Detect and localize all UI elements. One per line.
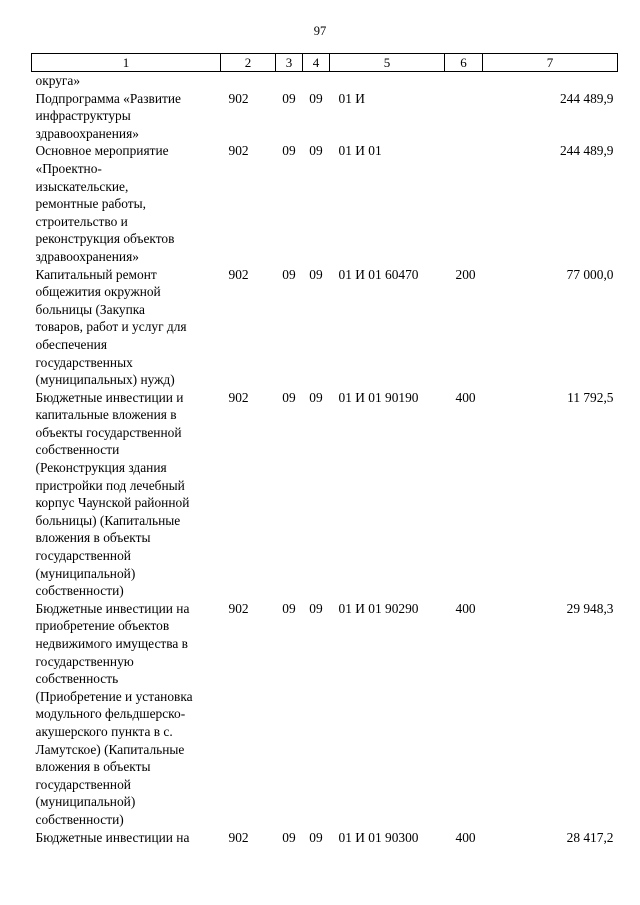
cell-grbs: 902 <box>228 829 249 845</box>
name-line: недвижимого имущества в <box>35 636 189 651</box>
cell-target-article: 01 И 01 90290 <box>338 600 419 616</box>
cell-section: 09 <box>282 600 296 616</box>
cell-amount: 77 000,0 <box>566 266 614 282</box>
name-line: Бюджетные инвестиции на <box>35 829 190 845</box>
cell-expense-type: 200 <box>455 266 476 282</box>
cell-grbs: 902 <box>228 600 249 616</box>
name-line: ремонтные работы, <box>35 196 146 212</box>
name-line: (муниципальных) нужд) <box>35 372 175 388</box>
name-line: инфраструктуры <box>35 108 131 124</box>
cell-amount: 11 792,5 <box>567 389 614 405</box>
cell-target-article: 01 И <box>338 90 365 106</box>
cell-expense-type <box>445 90 483 143</box>
cell-target-article: 01 И 01 90300 <box>338 829 419 845</box>
column-header-4: 4 <box>303 54 330 72</box>
name-line: собственности) <box>35 583 124 599</box>
name-line: здравоохранения» <box>35 125 139 141</box>
name-line: Ламутское) (Капитальные <box>35 741 185 757</box>
name-line: государственных <box>35 354 133 370</box>
name-line: обеспечения <box>35 336 107 352</box>
table-row <box>32 829 618 847</box>
cell-subsection: 09 <box>309 389 323 405</box>
name-line: Подпрограмма «Развитие <box>35 90 181 106</box>
cell-amount: 28 417,2 <box>566 829 614 845</box>
column-header-3: 3 <box>276 54 303 72</box>
cell-section <box>276 72 303 90</box>
cell-expense-type <box>445 142 483 265</box>
name-line: Бюджетные инвестиции на <box>35 600 190 616</box>
cell-expense-type: 400 <box>455 829 476 845</box>
name-line: товаров, работ и услуг для <box>35 319 187 335</box>
cell-target-article: 01 И 01 60470 <box>338 266 419 282</box>
name-line: вложения в объекты <box>35 530 151 546</box>
cell-name <box>32 600 221 829</box>
cell-amount <box>483 72 618 90</box>
cell-amount: 244 489,9 <box>559 90 614 106</box>
name-line: (муниципальной) <box>35 794 136 810</box>
name-line: Основное мероприятие <box>35 143 169 159</box>
cell-grbs: 902 <box>228 389 249 405</box>
name-line: приобретение объектов <box>35 618 170 634</box>
name-line: (муниципальной) <box>35 565 136 581</box>
name-line: государственную <box>35 653 134 669</box>
cell-subsection: 09 <box>309 600 323 616</box>
cell-grbs <box>221 72 276 90</box>
name-line: собственности <box>35 442 120 458</box>
name-line: капитальные вложения в <box>35 407 177 423</box>
table-row <box>32 389 618 600</box>
cell-subsection: 09 <box>309 90 323 106</box>
cell-subsection: 09 <box>309 266 323 282</box>
cell-name <box>32 266 221 389</box>
cell-amount: 29 948,3 <box>566 600 614 616</box>
name-line: здравоохранения» <box>35 248 139 264</box>
cell-target-article: 01 И 01 <box>338 143 382 159</box>
cell-section: 09 <box>282 90 296 106</box>
name-line: корпус Чаунской районной <box>35 495 190 511</box>
table-body <box>32 72 618 847</box>
column-header-5: 5 <box>330 54 445 72</box>
cell-grbs: 902 <box>228 90 249 106</box>
name-line: общежития окружной <box>35 284 161 300</box>
cell-section: 09 <box>282 389 296 405</box>
cell-subsection: 09 <box>309 143 323 159</box>
cell-grbs: 902 <box>228 143 249 159</box>
cell-expense-type <box>445 72 483 90</box>
cell-section: 09 <box>282 143 296 159</box>
cell-name <box>32 90 221 143</box>
column-header-2: 2 <box>221 54 276 72</box>
cell-subsection: 09 <box>309 829 323 845</box>
cell-section: 09 <box>282 266 296 282</box>
table-row <box>32 600 618 829</box>
name-line: пристройки под лечебный <box>35 477 185 493</box>
name-line: округа» <box>35 73 81 88</box>
name-line: государственной <box>35 776 131 792</box>
name-line: (Приобретение и установка <box>35 688 193 704</box>
name-line: (Реконструкция здания <box>35 460 167 476</box>
cell-name <box>32 72 221 90</box>
name-line: реконструкция объектов <box>35 231 175 247</box>
cell-subsection <box>303 72 330 90</box>
cell-target-article <box>330 72 445 90</box>
cell-amount: 244 489,9 <box>559 143 614 159</box>
cell-name <box>32 829 221 847</box>
name-line: строительство и <box>35 213 128 229</box>
cell-expense-type: 400 <box>455 600 476 616</box>
name-line: модульного фельдшерско- <box>35 706 186 722</box>
budget-table <box>31 53 618 846</box>
page-number: 97 <box>313 24 327 38</box>
table-row <box>32 142 618 265</box>
table-header-row <box>32 54 618 72</box>
name-line: акушерского пункта в с. <box>35 723 173 739</box>
column-header-6: 6 <box>445 54 483 72</box>
cell-target-article: 01 И 01 90190 <box>338 389 419 405</box>
name-line: больницы (Закупка <box>35 301 145 317</box>
name-line: собственность <box>35 671 119 687</box>
name-line: собственности) <box>35 811 124 827</box>
name-line: государственной <box>35 548 131 564</box>
name-line: Капитальный ремонт <box>35 266 157 282</box>
name-line: объекты государственной <box>35 424 182 440</box>
name-line: «Проектно- <box>35 160 102 176</box>
cell-name <box>32 142 221 265</box>
name-line: больницы) (Капитальные <box>35 512 181 528</box>
column-header-1: 1 <box>32 54 221 72</box>
name-line: Бюджетные инвестиции и <box>35 389 184 405</box>
name-line: вложения в объекты <box>35 759 151 775</box>
cell-section: 09 <box>282 829 296 845</box>
cell-expense-type: 400 <box>455 389 476 405</box>
name-line: изыскательские, <box>35 178 129 194</box>
column-header-7: 7 <box>483 54 618 72</box>
cell-name <box>32 389 221 600</box>
cell-grbs: 902 <box>228 266 249 282</box>
table-row <box>32 72 618 90</box>
table-row <box>32 266 618 389</box>
table-row <box>32 90 618 143</box>
